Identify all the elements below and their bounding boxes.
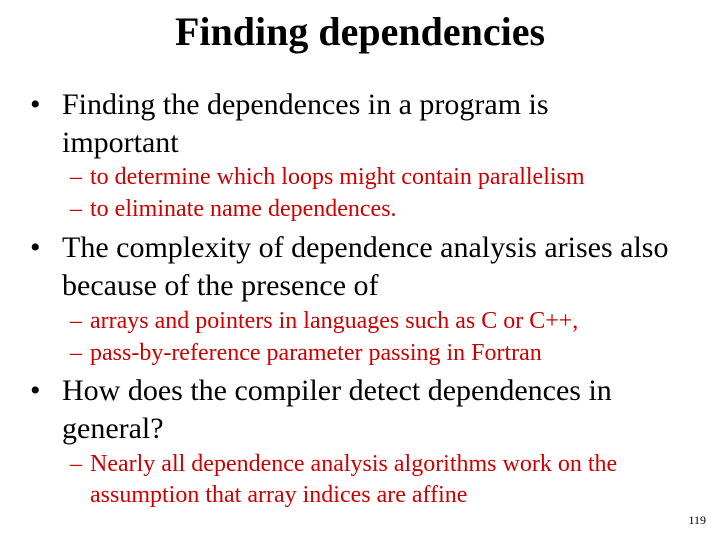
- bullet-text: Finding the dependences in a program is important: [62, 88, 549, 159]
- sub-bullet-item: [70, 449, 690, 511]
- bullet-marker: •: [30, 374, 41, 407]
- sub-bullet-text: Nearly all dependence analysis algorithms work on the assumption that array indices are affine: [90, 451, 618, 508]
- sub-bullet-item: [70, 162, 690, 193]
- bullet-item: [30, 86, 670, 162]
- slide-title: Finding dependencies: [174, 9, 546, 54]
- sub-bullet-marker: –: [70, 340, 82, 366]
- sub-bullet-marker: –: [70, 308, 82, 334]
- sub-bullet-marker: –: [70, 451, 82, 477]
- sub-bullet-item: [70, 338, 690, 369]
- sub-bullet-text: arrays and pointers in languages such as C or C++,: [90, 308, 579, 334]
- bullet-marker: •: [30, 231, 41, 264]
- page-number: 119: [688, 513, 706, 527]
- sub-bullet-item: [70, 306, 690, 337]
- bullet-item: [30, 229, 670, 305]
- sub-bullet-item: [70, 194, 690, 225]
- sub-bullet-text: pass-by-reference parameter passing in Fortran: [90, 340, 542, 366]
- bullet-text: The complexity of dependence analysis arises also because of the presence of: [62, 231, 669, 302]
- sub-bullet-text: to determine which loops might contain parallelism: [90, 164, 585, 190]
- bullet-marker: •: [30, 88, 41, 121]
- bullet-text: How does the compiler detect dependences in general?: [62, 374, 612, 445]
- sub-bullet-marker: –: [70, 196, 82, 222]
- bullet-item: [30, 372, 670, 448]
- sub-bullet-marker: –: [70, 164, 82, 190]
- sub-bullet-text: to eliminate name dependences.: [90, 196, 397, 222]
